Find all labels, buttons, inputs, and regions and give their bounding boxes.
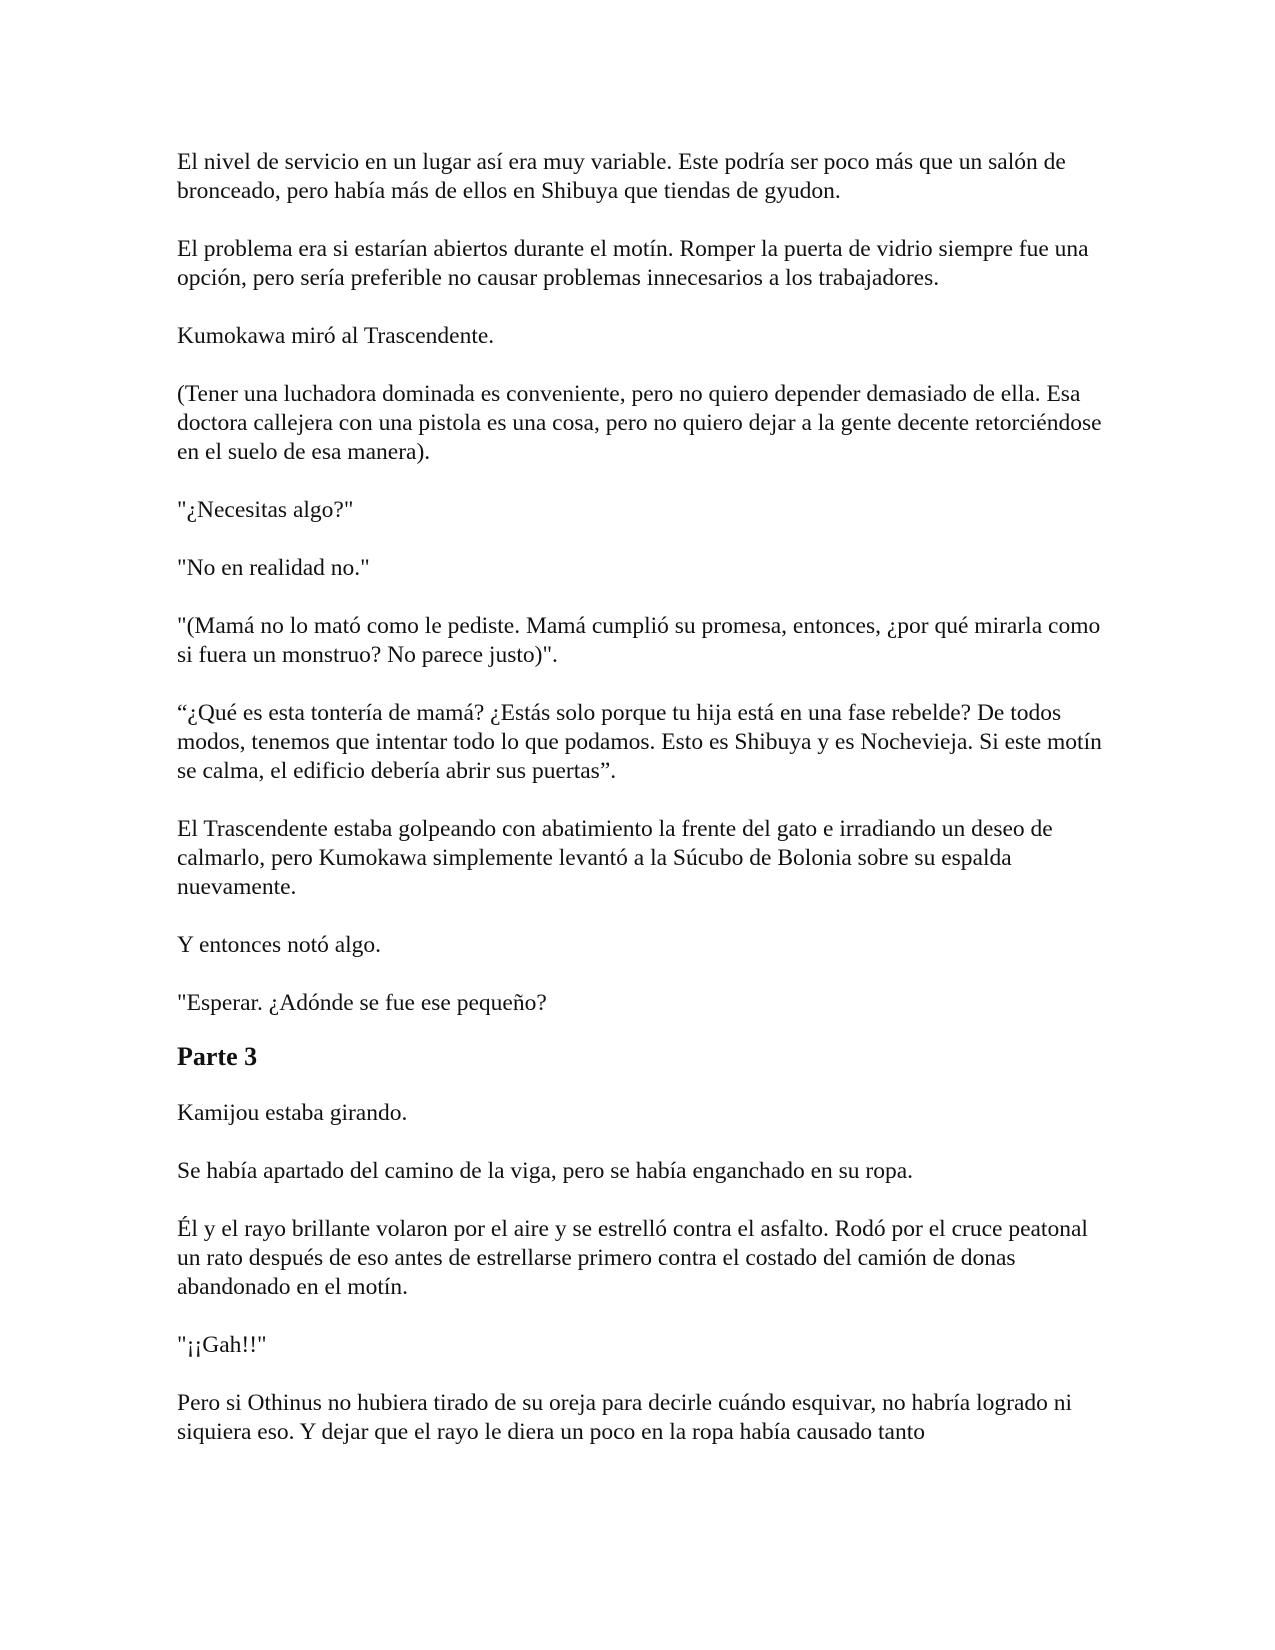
paragraph: Pero si Othinus no hubiera tirado de su oreja para decirle cuándo esquivar, no habría logrado ni siquiera eso. Y dejar que el rayo le diera un poco en la ropa había causado tanto [177,1390,1073,1445]
paragraph: Kamijou estaba girando. [177,1100,408,1126]
paragraph: "No en realidad no." [177,555,370,581]
paragraph: Se había apartado del camino de la viga, pero se había enganchado en su ropa. [177,1158,914,1184]
paragraph: El problema era si estarían abiertos durante el motín. Romper la puerta de vidrio siempre fue una opción, pero sería preferible no causar problemas innecesarios a los trabajadores. [177,236,1089,291]
paragraph: El Trascendente estaba golpeando con abatimiento la frente del gato e irradiando un deseo de calmarlo, pero Kumokawa simplemente levantó a la Súcubo de Bolonia sobre su espalda nuevamente. [177,816,1053,900]
section-heading: Parte 3 [177,1042,258,1071]
paragraph: "¿Necesitas algo?" [177,497,354,523]
paragraph: Él y el rayo brillante volaron por el aire y se estrelló contra el asfalto. Rodó por el cruce peatonal un rato después de eso antes de estrellarse primero contra el costado del camión de donas abandonado en el motín. [177,1216,1088,1300]
paragraph: "(Mamá no lo mató como le pediste. Mamá cumplió su promesa, entonces, ¿por qué mirarla como si fuera un monstruo? No parece justo)". [177,613,1101,668]
paragraph: "¡¡Gah!!" [177,1332,267,1358]
paragraph: “¿Qué es esta tontería de mamá? ¿Estás solo porque tu hija está en una fase rebelde? De todos modos, tenemos que intentar todo lo que podamos. Esto es Shibuya y es Nochevieja. Si este motín se calma, el edificio debería abrir sus puertas”. [177,700,1102,784]
paragraph: (Tener una luchadora dominada es conveniente, pero no quiero depender demasiado de ella. Esa doctora callejera con una pistola es una cosa, pero no quiero dejar a la gente decente retorciéndose en el suelo de esa manera). [177,381,1102,465]
paragraph: El nivel de servicio en un lugar así era muy variable. Este podría ser poco más que un salón de bronceado, pero había más de ellos en Shibuya que tiendas de gyudon. [177,149,1066,204]
paragraph: Kumokawa miró al Trascendente. [177,323,495,349]
paragraph: "Esperar. ¿Adónde se fue ese pequeño? [177,990,547,1016]
paragraph: Y entonces notó algo. [177,932,382,958]
document-page [177,148,1107,1476]
